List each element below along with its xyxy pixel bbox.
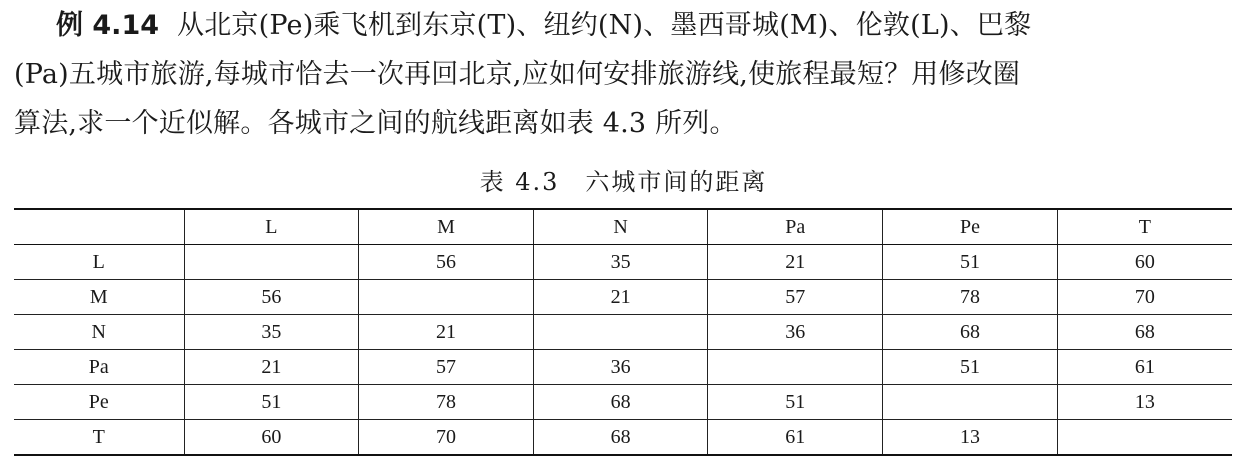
table-cell: 68 [1057,315,1232,350]
column-header: N [533,209,708,245]
table-caption [0,164,1247,200]
table-cell: 51 [883,350,1058,385]
table-row [14,315,1232,350]
table-row [14,350,1232,385]
table-cell: 21 [359,315,534,350]
table-cell: 36 [708,315,883,350]
column-header: Pe [883,209,1058,245]
table-cell [359,280,534,315]
table-cell: 21 [708,245,883,280]
table-cell [533,315,708,350]
table-cell: 60 [1057,245,1232,280]
row-header: M [14,280,184,315]
table-cell: 51 [184,385,359,420]
table-cell: 68 [883,315,1058,350]
table-title: 六城市间的距离 [585,168,768,196]
table-row [14,385,1232,420]
column-header: L [184,209,359,245]
table-row [14,280,1232,315]
table-cell [1057,420,1232,456]
table-row [14,420,1232,456]
column-header: T [1057,209,1232,245]
table-cell: 57 [359,350,534,385]
table-cell [184,245,359,280]
column-header: Pa [708,209,883,245]
table-cell [883,385,1058,420]
table-header-row [14,209,1232,245]
table-cell: 13 [1057,385,1232,420]
row-header: Pa [14,350,184,385]
example-line-3: 算法,求一个近似解。各城市之间的航线距离如表 4.3 所列。 [14,108,737,139]
row-header: Pe [14,385,184,420]
table-cell: 51 [883,245,1058,280]
column-header: M [359,209,534,245]
table-cell: 68 [533,385,708,420]
table-cell: 21 [533,280,708,315]
table-cell: 57 [708,280,883,315]
example-line-2: (Pa)五城市旅游,每城市恰去一次再回北京,应如何安排旅游线,使旅程最短？用修改圈 [14,59,1021,90]
table-number: 表 4.3 [479,168,560,196]
row-header: T [14,420,184,456]
table-row [14,245,1232,280]
table-cell: 13 [883,420,1058,456]
row-header: L [14,245,184,280]
example-text-1: 从北京(Pe)乘飞机到东京(T)、纽约(N)、墨西哥城(M)、伦敦(L)、巴黎 [177,10,1032,41]
table-cell: 56 [184,280,359,315]
example-line-1 [14,2,1232,49]
table-cell: 78 [359,385,534,420]
table-cell: 68 [533,420,708,456]
table-cell: 78 [883,280,1058,315]
table-cell: 61 [708,420,883,456]
table-cell: 61 [1057,350,1232,385]
table-cell: 21 [184,350,359,385]
example-label: 例 4.14 [56,10,160,41]
table-cell: 70 [359,420,534,456]
table-cell: 51 [708,385,883,420]
table-cell: 35 [533,245,708,280]
distance-table [14,208,1232,456]
table-cell [708,350,883,385]
table-cell: 60 [184,420,359,456]
row-header: N [14,315,184,350]
table-cell: 36 [533,350,708,385]
table-cell: 70 [1057,280,1232,315]
table-cell: 56 [359,245,534,280]
table-cell: 35 [184,315,359,350]
header-corner [14,209,184,245]
